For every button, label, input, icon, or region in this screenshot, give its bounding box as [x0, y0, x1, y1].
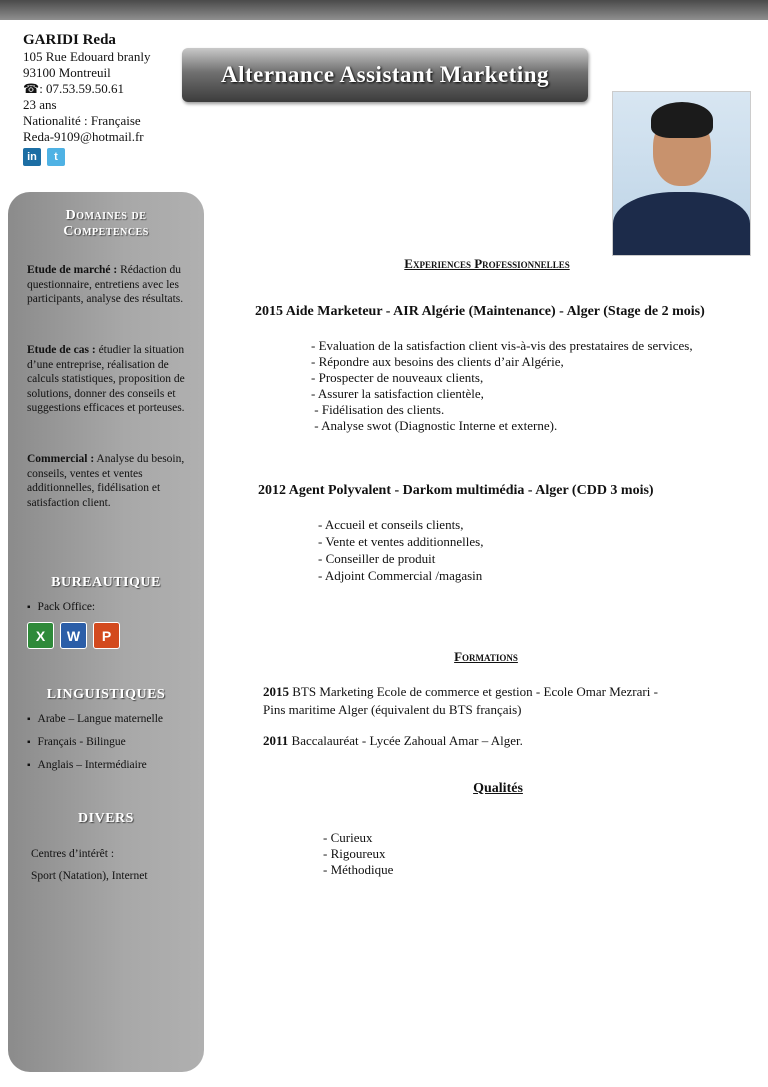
linkedin-icon[interactable]: in	[23, 148, 41, 166]
formation-text: Baccalauréat - Lycée Zahoual Amar – Alger.	[288, 733, 523, 748]
quality-text: Méthodique	[330, 862, 394, 877]
competence-text: Analyse du besoin, conseils, ventes et ventes additionnelles, fidélisation et satisfaction client.	[27, 453, 185, 509]
list-item: - Vente et ventes additionnelles,	[318, 534, 484, 549]
formation-item	[263, 732, 523, 750]
job-heading: 2015 Aide Marketeur - AIR Algérie (Maintenance) - Alger (Stage de 2 mois)	[255, 304, 705, 319]
formations-title: Formations	[454, 649, 518, 664]
competence-label: Commercial :	[27, 453, 95, 465]
list-item: - Prospecter de nouveaux clients,	[311, 370, 484, 385]
bureautique-list	[27, 596, 197, 619]
competence-item	[27, 263, 192, 307]
task-text: Fidélisation des clients.	[321, 402, 445, 417]
twitter-icon[interactable]: t	[47, 148, 65, 166]
profile-photo	[612, 91, 751, 256]
list-item: ▪ Arabe – Langue maternelle	[27, 708, 197, 731]
task-text: Accueil et conseils clients,	[324, 517, 464, 532]
divers-title: DIVERS	[78, 811, 134, 826]
list-item: - Adjoint Commercial /magasin	[318, 568, 483, 583]
job-tasks	[318, 516, 483, 584]
list-item: - Analyse swot (Diagnostic Interne et externe).	[311, 418, 558, 433]
linguistiques-title: LINGUISTIQUES	[46, 687, 166, 702]
formation-item	[263, 683, 658, 719]
divers-line: Centres d’intérêt :	[31, 848, 115, 860]
qualites-title: Qualités	[473, 781, 523, 796]
list-item: - Accueil et conseils clients,	[318, 517, 464, 532]
nationality: Nationalité : Française	[23, 113, 141, 128]
task-text: Conseiller de produit	[325, 551, 436, 566]
job-title-banner: Alternance Assistant Marketing	[182, 48, 588, 102]
list-item: - Conseiller de produit	[318, 551, 436, 566]
list-item: - Curieux	[323, 830, 373, 845]
list-item: - Evaluation de la satisfaction client vis-à-vis des prestataires de services,	[311, 338, 693, 353]
address-line1: 105 Rue Edouard branly	[23, 49, 151, 64]
task-text: Adjoint Commercial /magasin	[324, 568, 483, 583]
quality-text: Rigoureux	[330, 846, 386, 861]
bureautique-title: BUREAUTIQUE	[51, 575, 161, 590]
list-item: ▪ Français - Bilingue	[27, 731, 197, 754]
formation-text: Pins maritime Alger (équivalent du BTS français)	[263, 702, 522, 717]
list-item: ▪ Pack Office:	[27, 596, 197, 619]
photo-hair	[651, 102, 713, 138]
email[interactable]: Reda-9109@hotmail.fr	[23, 129, 144, 144]
list-item: - Méthodique	[323, 862, 394, 877]
languages-list	[27, 708, 197, 777]
social-links	[23, 148, 150, 166]
list-item: - Rigoureux	[323, 846, 386, 861]
competence-label: Etude de marché :	[27, 264, 118, 276]
competence-text: Rédaction du questionnaire, entretiens avec les participants, analyse des résultats.	[27, 264, 184, 305]
formation-year: 2015	[263, 684, 289, 699]
list-item: ▪ Anglais – Intermédiaire	[27, 754, 197, 777]
competence-item	[27, 343, 192, 416]
quality-text: Curieux	[330, 830, 373, 845]
task-text: Analyse swot (Diagnostic Interne et externe).	[321, 418, 558, 433]
formation-year: 2011	[263, 733, 289, 748]
task-text: Répondre aux besoins des clients d’air Algérie,	[318, 354, 564, 369]
divers-text	[31, 843, 196, 887]
task-text: Prospecter de nouveaux clients,	[318, 370, 484, 385]
competences-title-line1: Domaines de	[65, 208, 147, 223]
divers-line: Sport (Natation), Internet	[31, 870, 148, 882]
excel-icon: X	[27, 622, 54, 649]
experiences-title: Experiences Professionnelles	[404, 256, 570, 271]
job-heading: 2012 Agent Polyvalent - Darkom multimédia - Alger (CDD 3 mois)	[258, 483, 654, 498]
competences-title-line2: Competences	[63, 224, 149, 239]
address-line2: 93100 Montreuil	[23, 65, 111, 80]
qualites-list	[323, 830, 393, 878]
sidebar	[8, 192, 204, 1072]
task-text: Vente et ventes additionnelles,	[325, 534, 484, 549]
formation-text: BTS Marketing Ecole de commerce et gestion - Ecole Omar Mezrari -	[289, 684, 658, 699]
contact-block	[23, 31, 150, 166]
powerpoint-icon: P	[93, 622, 120, 649]
job-tasks	[311, 338, 693, 434]
phone: ☎: 07.53.59.50.61	[23, 81, 125, 96]
competence-label: Etude de cas :	[27, 344, 96, 356]
candidate-name: GARIDI Reda	[23, 32, 116, 48]
competence-text: étudier la situation d’une entreprise, réalisation de calculs statistiques, proposition de solutions, donner des conseils et suggestions efficaces et porteuses.	[27, 344, 185, 414]
office-icons	[27, 622, 120, 649]
list-item: - Fidélisation des clients.	[311, 402, 445, 417]
competences-title	[8, 208, 204, 240]
photo-shoulders	[613, 192, 750, 256]
competence-item	[27, 452, 192, 510]
top-bar	[0, 0, 768, 20]
task-text: Evaluation de la satisfaction client vis-à-vis des prestataires de services,	[318, 338, 693, 353]
task-text: Assurer la satisfaction clientèle,	[317, 386, 484, 401]
list-item: - Assurer la satisfaction clientèle,	[311, 386, 484, 401]
word-icon: W	[60, 622, 87, 649]
age: 23 ans	[23, 97, 57, 112]
list-item: - Répondre aux besoins des clients d’air Algérie,	[311, 354, 564, 369]
